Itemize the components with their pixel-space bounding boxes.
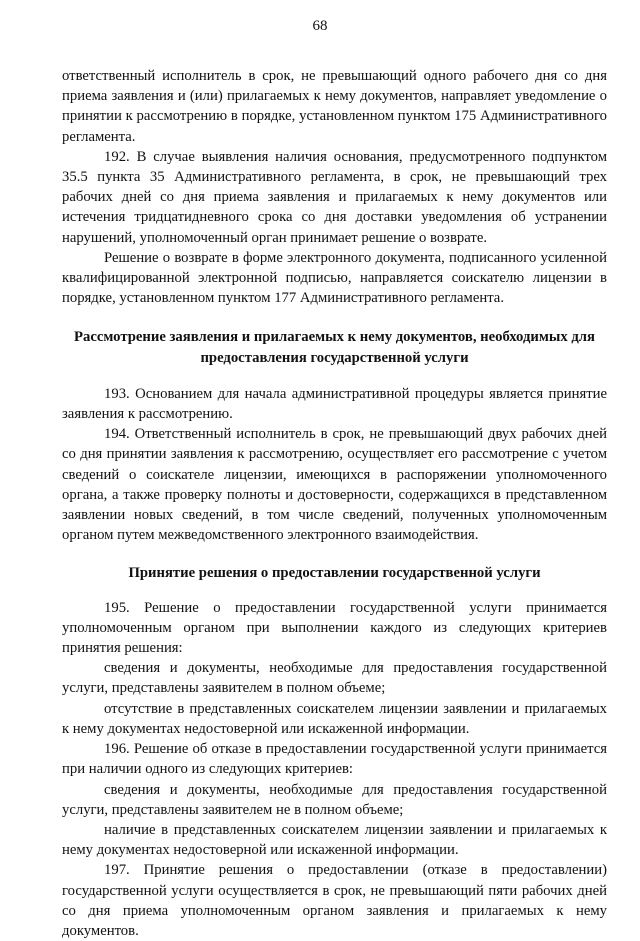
paragraph-192-return-decision: Решение о возврате в форме электронного документа, подписанного усиленной квалифицированной электронной подписью, направляется соискателю лицензии в порядке, установленном пунктом 177 Административного регламента. [62,249,607,307]
paragraph-196-criterion-1: сведения и документы, необходимые для предоставления государственной услуги, представлены заявителем не в полном объеме; [62,781,607,818]
page-number: 68 [312,18,328,34]
document-body [62,66,607,941]
paragraph-197: 197. Принятие решения о предоставлении (отказе в предоставлении) государственной услуги осуществляется в срок, не превышающий пяти рабочих дней со дня приема уполномоченным органом заявления и прилагаемых к нему документов. [62,862,607,939]
paragraph-continuation: ответственный исполнитель в срок, не превышающий одного рабочего дня со дня приема заявления и (или) прилагаемых к нему документов, направляет уведомление о принятии к рассмотрению в порядке, установленном пунктом 175 Административного регламента. [62,68,607,145]
paragraph-196-criterion-2: наличие в представленных соискателем лицензии заявлении и прилагаемых к нему документах недостоверной или искаженной информации. [62,821,607,859]
paragraph-196: 196. Решение об отказе в предоставлении государственной услуги принимается при наличии одного из следующих критериев: [62,741,607,778]
paragraph-193: 193. Основанием для начала административной процедуры является принятие заявления к рассмотрению. [62,385,607,423]
paragraph-192: 192. В случае выявления наличия основания, предусмотренного подпунктом 35.5 пункта 35 Административного регламента, в срок, не превышающий трех рабочих дней со дня приема заявления и прилагаемых к нему документов или истечения тридцатидневного срока со дня доставки уведомления об устранении нарушений, уполномоченный орган принимает решение о возврате. [62,148,607,246]
section-heading-review: Рассмотрение заявления и прилагаемых к нему документов, необходимых для предоставления государственной услуги [74,329,595,366]
paragraph-195-criterion-2: отсутствие в представленных соискателем лицензии заявлении и прилагаемых к нему документах недостоверной или искаженной информации. [62,700,607,737]
paragraph-195: 195. Решение о предоставлении государственной услуги принимается уполномоченным органом при выполнении каждого из следующих критериев принятия решения: [62,599,607,657]
paragraph-194: 194. Ответственный исполнитель в срок, не превышающий двух рабочих дней со дня принятии заявления к рассмотрению, осуществляет его рассмотрение с учетом сведений о соискателе лицензии, имеющихся в распоряжении уполномоченного органа, а также проверку полноты и достоверности, содержащихся в представленном заявлении новых сведений, в том числе сведений, полученных уполномоченным органом путем межведомственного электронного взаимодействия. [62,426,607,544]
paragraph-195-criterion-1: сведения и документы, необходимые для предоставления государственной услуги, представлены заявителем в полном объеме; [62,660,607,697]
section-heading-decision: Принятие решения о предоставлении государственной услуги [128,565,541,582]
